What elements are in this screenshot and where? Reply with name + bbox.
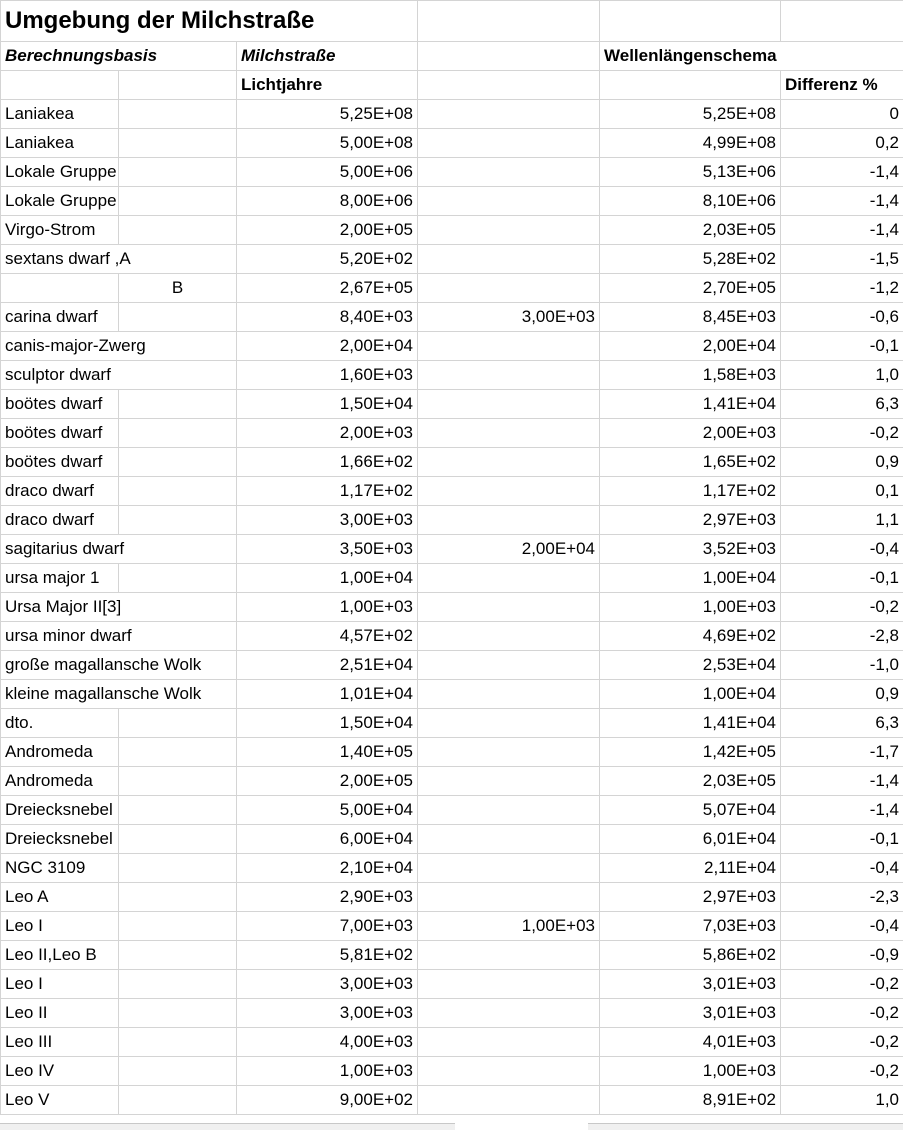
lichtjahre-cell[interactable]: 2,00E+04 [237,332,418,361]
differenz-cell[interactable]: 0,9 [781,448,903,477]
wave-value-cell[interactable]: 5,28E+02 [600,245,781,274]
wave-value-cell[interactable]: 3,52E+03 [600,535,781,564]
table-row [1,187,903,216]
differenz-cell[interactable]: -1,0 [781,651,903,680]
lichtjahre-cell[interactable]: 2,10E+04 [237,854,418,883]
header-basis[interactable]: Berechnungsbasis [1,42,237,71]
differenz-cell[interactable]: -1,4 [781,158,903,187]
extra-value-cell[interactable] [418,448,600,477]
table-row [1,100,903,129]
object-name-cell[interactable]: Leo III [1,1028,119,1057]
differenz-cell[interactable]: -0,4 [781,854,903,883]
table-row [1,738,903,767]
object-name-cell[interactable]: dto. [1,709,119,738]
differenz-cell[interactable]: -0,4 [781,535,903,564]
title-row [1,1,903,42]
extra-value-cell[interactable] [418,187,600,216]
differenz-cell[interactable]: 0,9 [781,680,903,709]
lichtjahre-cell[interactable]: 3,00E+03 [237,506,418,535]
lichtjahre-cell[interactable]: 2,51E+04 [237,651,418,680]
extra-value-cell[interactable] [418,158,600,187]
table-row [1,593,903,622]
table-row [1,709,903,738]
wave-value-cell[interactable]: 1,00E+03 [600,593,781,622]
object-name-cell[interactable]: sculptor dwarf [1,361,237,390]
differenz-cell[interactable]: -1,4 [781,796,903,825]
wave-value-cell[interactable]: 1,17E+02 [600,477,781,506]
cell[interactable] [600,71,781,100]
lichtjahre-cell[interactable]: 5,00E+08 [237,129,418,158]
wave-value-cell[interactable]: 2,03E+05 [600,767,781,796]
differenz-cell[interactable]: -0,2 [781,419,903,448]
extra-value-cell[interactable] [418,564,600,593]
lichtjahre-cell[interactable]: 5,20E+02 [237,245,418,274]
header-row-2 [1,71,903,100]
object-sub-cell[interactable] [119,912,237,941]
object-name-cell[interactable]: Leo V [1,1086,119,1115]
object-sub-cell[interactable] [119,796,237,825]
extra-value-cell[interactable] [418,796,600,825]
differenz-cell[interactable]: 1,0 [781,1086,903,1115]
wave-value-cell[interactable]: 2,00E+04 [600,332,781,361]
wave-value-cell[interactable]: 1,41E+04 [600,390,781,419]
differenz-cell[interactable]: -0,1 [781,564,903,593]
object-name-cell[interactable] [1,274,119,303]
differenz-cell[interactable]: -1,5 [781,245,903,274]
object-sub-cell[interactable] [119,767,237,796]
object-sub-cell[interactable] [119,854,237,883]
object-name-cell[interactable]: Leo I [1,912,119,941]
differenz-cell[interactable]: -0,1 [781,825,903,854]
extra-value-cell[interactable] [418,941,600,970]
object-name-cell[interactable]: Laniakea [1,129,119,158]
object-sub-cell[interactable] [119,1086,237,1115]
differenz-cell[interactable]: -0,2 [781,1057,903,1086]
extra-value-cell[interactable]: 1,00E+03 [418,912,600,941]
table-row [1,912,903,941]
differenz-cell[interactable]: -1,7 [781,738,903,767]
extra-value-cell[interactable] [418,129,600,158]
object-sub-cell[interactable] [119,448,237,477]
differenz-cell[interactable]: -0,2 [781,970,903,999]
object-sub-cell[interactable] [119,941,237,970]
header-milchstrasse[interactable]: Milchstraße [237,42,418,71]
object-sub-cell[interactable] [119,303,237,332]
extra-value-cell[interactable] [418,651,600,680]
differenz-cell[interactable]: -1,2 [781,274,903,303]
wave-value-cell[interactable]: 5,86E+02 [600,941,781,970]
lichtjahre-cell[interactable]: 3,50E+03 [237,535,418,564]
lichtjahre-cell[interactable]: 5,00E+04 [237,796,418,825]
lichtjahre-cell[interactable]: 2,00E+05 [237,767,418,796]
object-name-cell[interactable]: Andromeda [1,738,119,767]
lichtjahre-cell[interactable]: 1,01E+04 [237,680,418,709]
table-row [1,854,903,883]
object-sub-cell[interactable] [119,419,237,448]
wave-value-cell[interactable]: 1,58E+03 [600,361,781,390]
extra-value-cell[interactable] [418,593,600,622]
differenz-cell[interactable]: -2,3 [781,883,903,912]
wave-value-cell[interactable]: 4,01E+03 [600,1028,781,1057]
lichtjahre-cell[interactable]: 2,90E+03 [237,883,418,912]
lichtjahre-cell[interactable]: 3,00E+03 [237,970,418,999]
wave-value-cell[interactable]: 1,00E+04 [600,680,781,709]
wave-value-cell[interactable]: 1,42E+05 [600,738,781,767]
table-row [1,332,903,361]
wave-value-cell[interactable]: 7,03E+03 [600,912,781,941]
object-sub-cell[interactable] [119,709,237,738]
object-name-cell[interactable]: Laniakea [1,100,119,129]
table-row [1,535,903,564]
object-sub-cell[interactable] [119,506,237,535]
cell[interactable] [418,1,600,42]
object-sub-cell[interactable]: B [119,274,237,303]
object-sub-cell[interactable] [119,390,237,419]
differenz-cell[interactable]: -1,4 [781,216,903,245]
extra-value-cell[interactable] [418,709,600,738]
table-row [1,767,903,796]
table-row [1,477,903,506]
object-sub-cell[interactable] [119,129,237,158]
table-row [1,883,903,912]
extra-value-cell[interactable] [418,825,600,854]
table-row [1,274,903,303]
table-row [1,1028,903,1057]
differenz-cell[interactable]: 0 [781,100,903,129]
header-wellen[interactable]: Wellenlängenschema [600,42,903,71]
wave-value-cell[interactable]: 2,11E+04 [600,854,781,883]
object-name-cell[interactable]: Leo II [1,999,119,1028]
lichtjahre-cell[interactable]: 2,00E+03 [237,419,418,448]
object-sub-cell[interactable] [119,1057,237,1086]
lichtjahre-cell[interactable]: 8,40E+03 [237,303,418,332]
differenz-cell[interactable]: 1,0 [781,361,903,390]
wave-value-cell[interactable]: 4,99E+08 [600,129,781,158]
differenz-cell[interactable]: -0,2 [781,1028,903,1057]
object-name-cell[interactable]: draco dwarf [1,477,119,506]
wave-value-cell[interactable]: 1,00E+03 [600,1057,781,1086]
extra-value-cell[interactable] [418,419,600,448]
object-sub-cell[interactable] [119,738,237,767]
table-row [1,390,903,419]
extra-value-cell[interactable] [418,390,600,419]
wave-value-cell[interactable]: 4,69E+02 [600,622,781,651]
table-row [1,129,903,158]
object-name-cell[interactable]: große magallansche Wolk [1,651,237,680]
table-row [1,1057,903,1086]
header-differenz[interactable]: Differenz % [781,71,903,100]
lichtjahre-cell[interactable]: 1,60E+03 [237,361,418,390]
object-sub-cell[interactable] [119,216,237,245]
object-sub-cell[interactable] [119,883,237,912]
lichtjahre-cell[interactable]: 5,00E+06 [237,158,418,187]
header-row-1 [1,42,903,71]
extra-value-cell[interactable] [418,854,600,883]
differenz-cell[interactable]: -0,6 [781,303,903,332]
extra-value-cell[interactable] [418,1057,600,1086]
cell[interactable] [119,71,237,100]
object-sub-cell[interactable] [119,187,237,216]
extra-value-cell[interactable] [418,1028,600,1057]
cell[interactable] [418,42,600,71]
table-row [1,622,903,651]
lichtjahre-cell[interactable]: 1,50E+04 [237,709,418,738]
differenz-cell[interactable]: -0,4 [781,912,903,941]
cell[interactable] [600,1,781,42]
lichtjahre-cell[interactable]: 2,00E+05 [237,216,418,245]
object-name-cell[interactable]: Andromeda [1,767,119,796]
wave-value-cell[interactable]: 1,65E+02 [600,448,781,477]
object-sub-cell[interactable] [119,100,237,129]
extra-value-cell[interactable] [418,883,600,912]
object-name-cell[interactable]: draco dwarf [1,506,119,535]
extra-value-cell[interactable] [418,738,600,767]
lichtjahre-cell[interactable]: 7,00E+03 [237,912,418,941]
object-sub-cell[interactable] [119,564,237,593]
wave-value-cell[interactable]: 8,91E+02 [600,1086,781,1115]
object-name-cell[interactable]: Leo II,Leo B [1,941,119,970]
object-name-cell[interactable]: NGC 3109 [1,854,119,883]
object-name-cell[interactable]: boötes dwarf [1,390,119,419]
extra-value-cell[interactable] [418,245,600,274]
extra-value-cell[interactable] [418,999,600,1028]
differenz-cell[interactable]: -2,8 [781,622,903,651]
wave-value-cell[interactable]: 3,01E+03 [600,970,781,999]
differenz-cell[interactable]: 0,1 [781,477,903,506]
table-row [1,303,903,332]
table-row [1,970,903,999]
wave-value-cell[interactable]: 3,01E+03 [600,999,781,1028]
extra-value-cell[interactable] [418,767,600,796]
extra-value-cell[interactable] [418,100,600,129]
differenz-cell[interactable]: -0,9 [781,941,903,970]
lichtjahre-cell[interactable]: 6,00E+04 [237,825,418,854]
lichtjahre-cell[interactable]: 4,00E+03 [237,1028,418,1057]
wave-value-cell[interactable]: 6,01E+04 [600,825,781,854]
extra-value-cell[interactable]: 3,00E+03 [418,303,600,332]
differenz-cell[interactable]: -1,4 [781,767,903,796]
header-lichtjahre[interactable]: Lichtjahre [237,71,418,100]
object-name-cell[interactable]: Leo IV [1,1057,119,1086]
object-name-cell[interactable]: sagitarius dwarf [1,535,237,564]
lichtjahre-cell[interactable]: 4,57E+02 [237,622,418,651]
differenz-cell[interactable]: -1,4 [781,187,903,216]
object-name-cell[interactable]: sextans dwarf ,A [1,245,237,274]
wave-value-cell[interactable]: 5,13E+06 [600,158,781,187]
cell[interactable] [1,71,119,100]
object-sub-cell[interactable] [119,970,237,999]
extra-value-cell[interactable] [418,216,600,245]
table-row [1,361,903,390]
cell[interactable] [781,1,903,42]
object-sub-cell[interactable] [119,1028,237,1057]
differenz-cell[interactable]: 0,2 [781,129,903,158]
object-name-cell[interactable]: Dreiecksnebel [1,796,119,825]
extra-value-cell[interactable] [418,622,600,651]
object-sub-cell[interactable] [119,477,237,506]
wave-value-cell[interactable]: 2,70E+05 [600,274,781,303]
differenz-cell[interactable]: 1,1 [781,506,903,535]
object-sub-cell[interactable] [119,999,237,1028]
table-row [1,448,903,477]
table-row [1,651,903,680]
wave-value-cell[interactable]: 2,97E+03 [600,883,781,912]
extra-value-cell[interactable] [418,1086,600,1115]
object-name-cell[interactable]: ursa minor dwarf [1,622,237,651]
lichtjahre-cell[interactable]: 1,17E+02 [237,477,418,506]
object-name-cell[interactable]: canis-major-Zwerg [1,332,237,361]
differenz-cell[interactable]: 6,3 [781,709,903,738]
table-row [1,245,903,274]
object-name-cell[interactable]: Dreiecksnebel [1,825,119,854]
extra-value-cell[interactable] [418,970,600,999]
table-row [1,216,903,245]
object-name-cell[interactable]: kleine magallansche Wolk [1,680,237,709]
object-name-cell[interactable]: boötes dwarf [1,448,119,477]
table-row [1,941,903,970]
extra-value-cell[interactable] [418,477,600,506]
wave-value-cell[interactable]: 2,97E+03 [600,506,781,535]
object-name-cell[interactable]: Ursa Major II[3] [1,593,237,622]
table-row [1,1086,903,1115]
table-row [1,999,903,1028]
differenz-cell[interactable]: -0,2 [781,593,903,622]
table-row [1,825,903,854]
table-row [1,796,903,825]
differenz-cell[interactable]: -0,2 [781,999,903,1028]
object-name-cell[interactable]: Virgo-Strom [1,216,119,245]
extra-value-cell[interactable] [418,680,600,709]
wave-value-cell[interactable]: 1,00E+04 [600,564,781,593]
extra-value-cell[interactable] [418,361,600,390]
table-row [1,564,903,593]
object-name-cell[interactable]: Lokale Gruppe [1,158,119,187]
lichtjahre-cell[interactable]: 3,00E+03 [237,999,418,1028]
lichtjahre-cell[interactable]: 8,00E+06 [237,187,418,216]
extra-value-cell[interactable]: 2,00E+04 [418,535,600,564]
lichtjahre-cell[interactable]: 1,00E+04 [237,564,418,593]
lichtjahre-cell[interactable]: 5,25E+08 [237,100,418,129]
object-name-cell[interactable]: ursa major 1 [1,564,119,593]
wave-value-cell[interactable]: 2,00E+03 [600,419,781,448]
differenz-cell[interactable]: 6,3 [781,390,903,419]
object-name-cell[interactable]: Lokale Gruppe [1,187,119,216]
object-sub-cell[interactable] [119,158,237,187]
table-row [1,419,903,448]
wave-value-cell[interactable]: 5,07E+04 [600,796,781,825]
object-name-cell[interactable]: carina dwarf [1,303,119,332]
sheet-title[interactable]: Umgebung der Milchstraße [1,1,418,42]
wave-value-cell[interactable]: 1,41E+04 [600,709,781,738]
wave-value-cell[interactable]: 5,25E+08 [600,100,781,129]
table-row [1,506,903,535]
lichtjahre-cell[interactable]: 2,67E+05 [237,274,418,303]
differenz-cell[interactable]: -0,1 [781,332,903,361]
wave-value-cell[interactable]: 8,10E+06 [600,187,781,216]
extra-value-cell[interactable] [418,332,600,361]
wave-value-cell[interactable]: 2,53E+04 [600,651,781,680]
table-row [1,680,903,709]
wave-value-cell[interactable]: 2,03E+05 [600,216,781,245]
lichtjahre-cell[interactable]: 5,81E+02 [237,941,418,970]
object-sub-cell[interactable] [119,825,237,854]
cell[interactable] [418,71,600,100]
lichtjahre-cell[interactable]: 1,50E+04 [237,390,418,419]
object-name-cell[interactable]: Leo A [1,883,119,912]
lichtjahre-cell[interactable]: 1,00E+03 [237,593,418,622]
object-name-cell[interactable]: boötes dwarf [1,419,119,448]
lichtjahre-cell[interactable]: 1,00E+03 [237,1057,418,1086]
lichtjahre-cell[interactable]: 1,40E+05 [237,738,418,767]
extra-value-cell[interactable] [418,506,600,535]
lichtjahre-cell[interactable]: 9,00E+02 [237,1086,418,1115]
table-row [1,158,903,187]
extra-value-cell[interactable] [418,274,600,303]
object-name-cell[interactable]: Leo I [1,970,119,999]
wave-value-cell[interactable]: 8,45E+03 [600,303,781,332]
lichtjahre-cell[interactable]: 1,66E+02 [237,448,418,477]
